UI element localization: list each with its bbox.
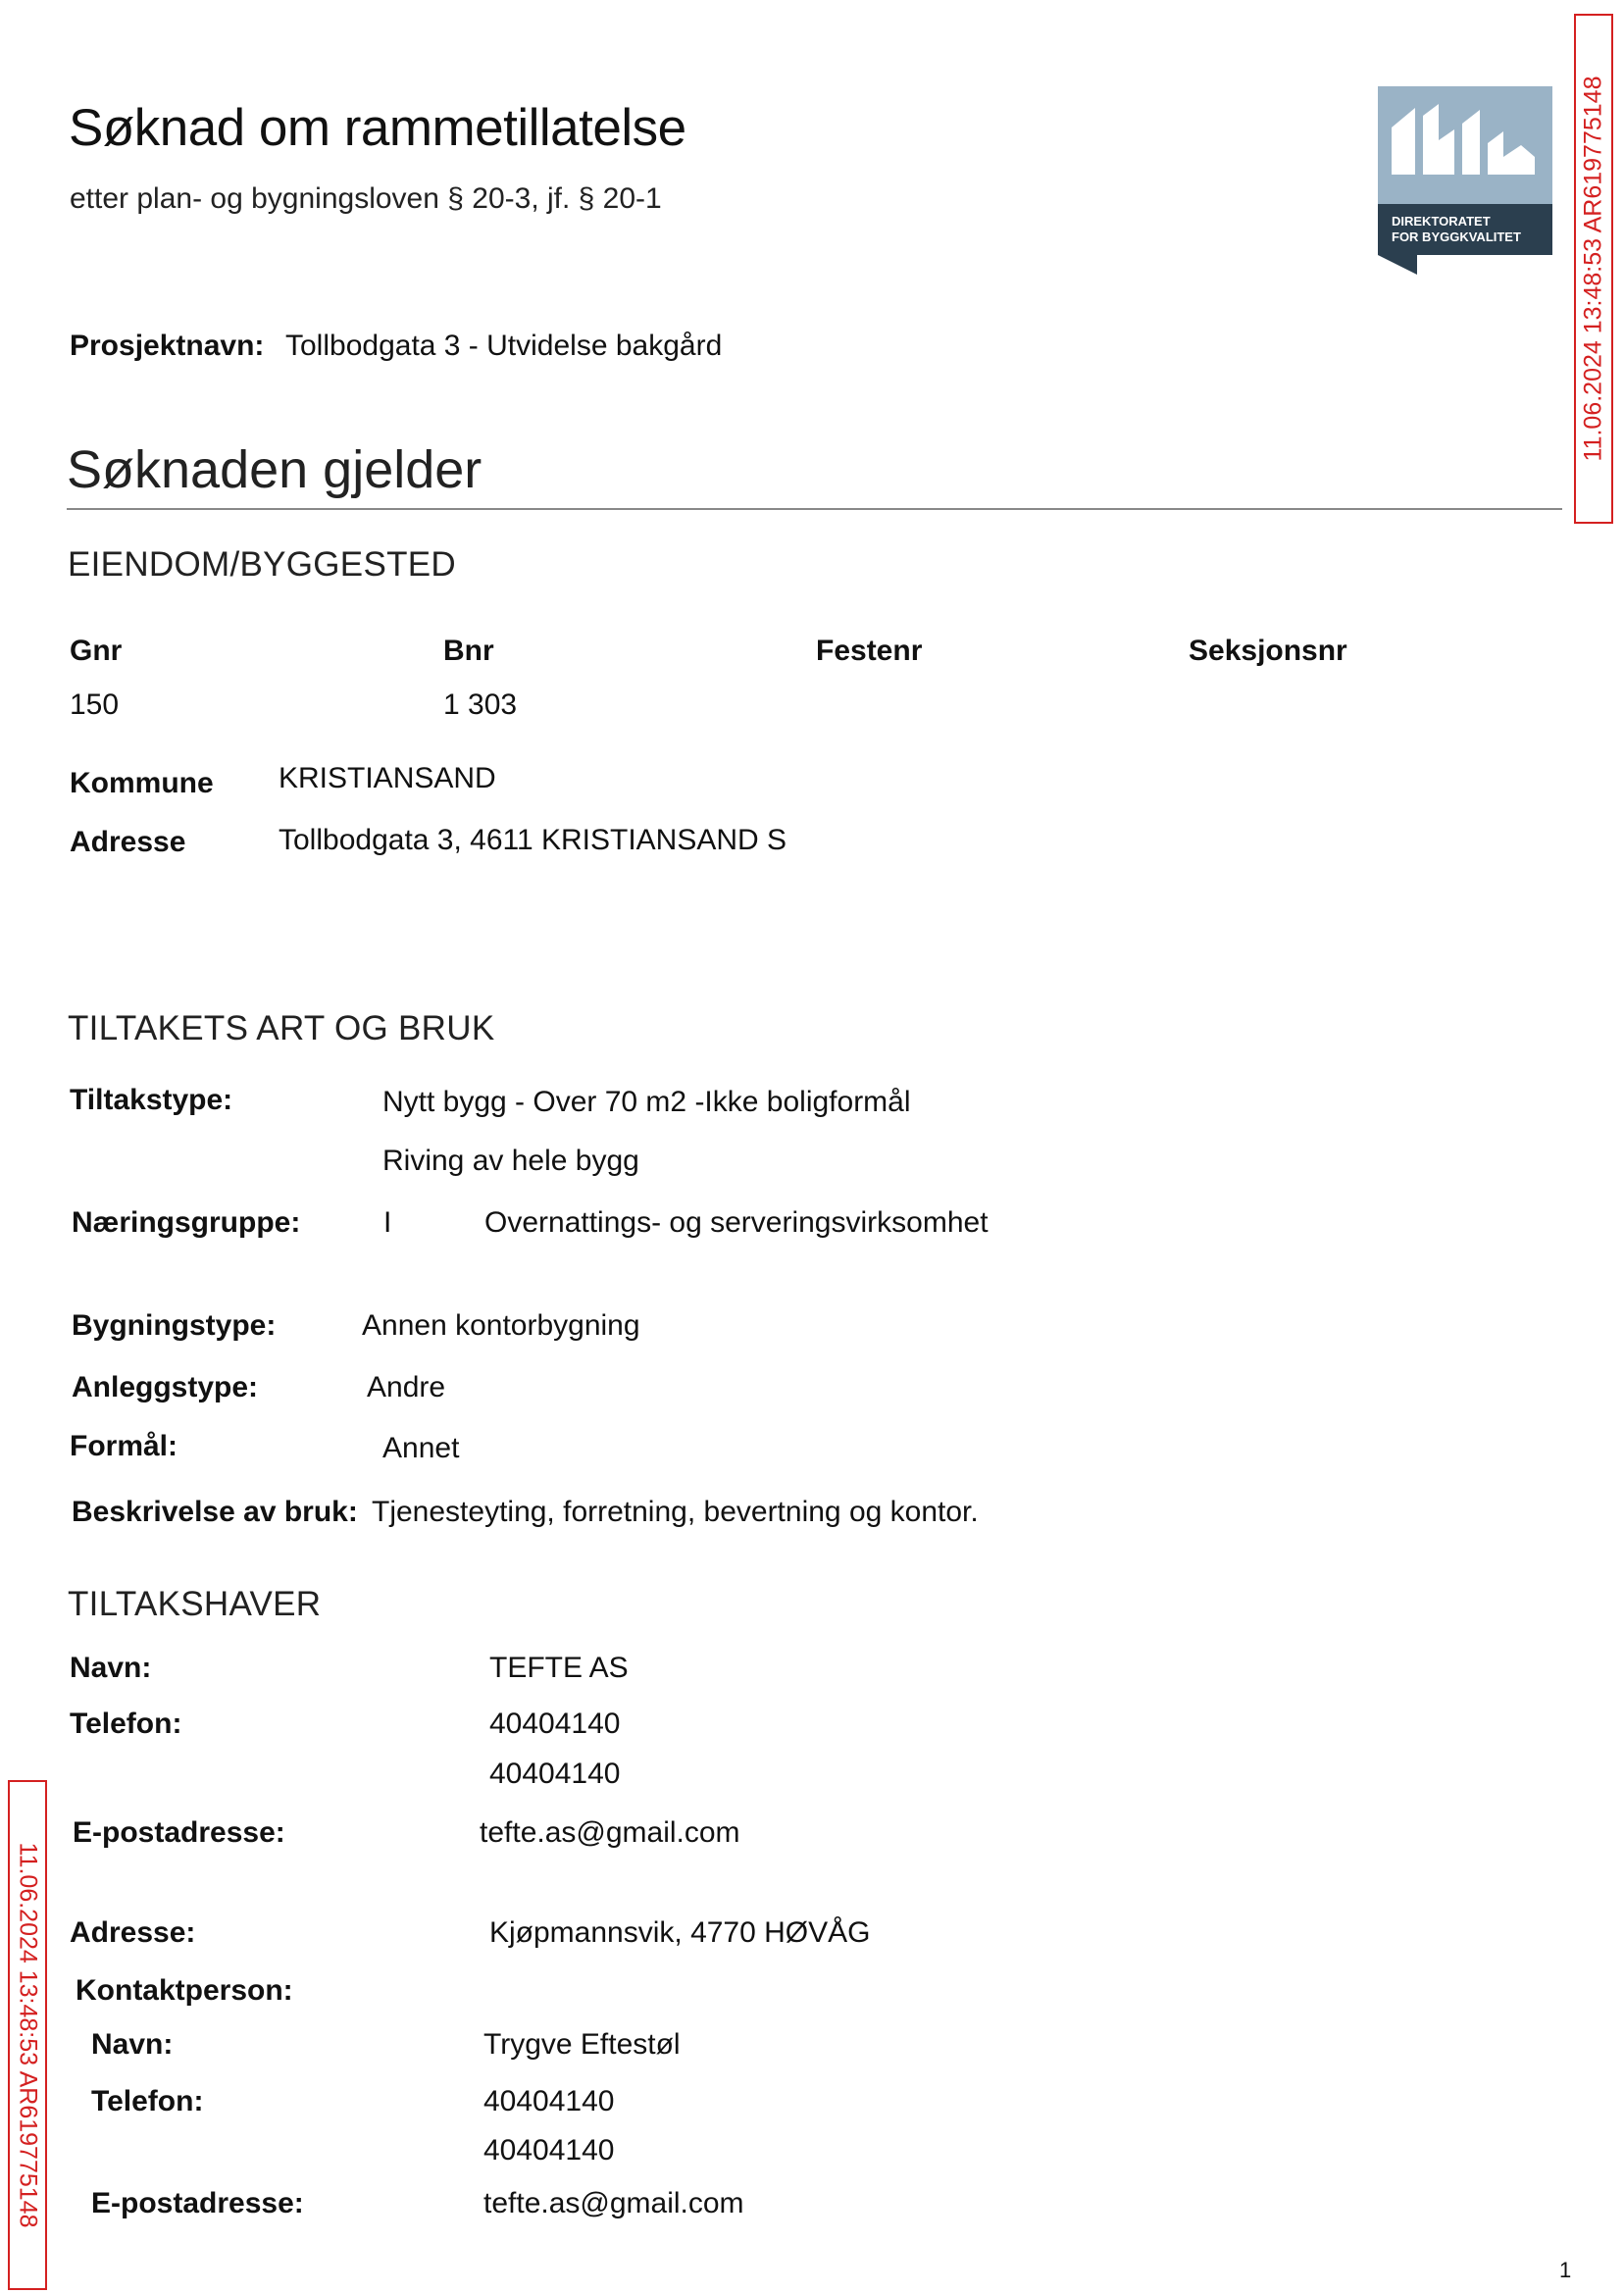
tiltakshaver-epost-value: tefte.as@gmail.com (480, 1816, 740, 1849)
naeringsgruppe-code: I (383, 1206, 392, 1239)
naeringsgruppe-value: Overnattings- og serveringsvirksomhet (484, 1206, 989, 1239)
dibk-logo (1378, 86, 1552, 275)
anleggstype-value: Andre (367, 1371, 446, 1403)
receipt-stamp-top (1574, 14, 1613, 524)
dibk-logo-graphic (1378, 86, 1552, 275)
document-title: Søknad om rammetillatelse (69, 99, 686, 157)
receipt-stamp-text: 11.06.2024 13:48:53 AR619775148 (14, 1842, 42, 2228)
logo-line-1: DIREKTORATET (1392, 214, 1491, 229)
document-subtitle: etter plan- og bygningsloven § 20-3, jf. § 20-1 (70, 182, 662, 215)
bygningstype-value: Annen kontorbygning (362, 1309, 640, 1342)
kontakt-telefon-value-1: 40404140 (483, 2085, 615, 2117)
kontakt-telefon-label: Telefon: (91, 2085, 204, 2117)
festenr-label: Festenr (816, 635, 923, 667)
kontakt-epost-value: tefte.as@gmail.com (483, 2187, 744, 2219)
kontaktperson-label: Kontaktperson: (76, 1974, 293, 2007)
gnr-value: 150 (70, 688, 120, 721)
tiltakshaver-epost-label: E-postadresse: (73, 1816, 285, 1849)
bnr-label: Bnr (443, 635, 494, 667)
section-title: Søknaden gjelder (67, 440, 482, 499)
tiltakshaver-navn-label: Navn: (70, 1652, 152, 1684)
tiltakshaver-telefon-value-2: 40404140 (489, 1758, 621, 1790)
tiltakshaver-telefon-label: Telefon: (70, 1708, 182, 1740)
eiendom-heading: EIENDOM/BYGGESTED (68, 545, 456, 584)
logo-line-2: FOR BYGGKVALITET (1392, 229, 1521, 244)
kontakt-telefon-value-2: 40404140 (483, 2134, 615, 2167)
kontakt-navn-value: Trygve Eftestøl (483, 2028, 681, 2061)
tiltakshaver-telefon-value-1: 40404140 (489, 1708, 621, 1740)
receipt-stamp-text: 11.06.2024 13:48:53 AR619775148 (1579, 76, 1607, 462)
gnr-label: Gnr (70, 635, 123, 667)
tiltakstype-label: Tiltakstype: (70, 1084, 233, 1116)
kommune-value: KRISTIANSAND (279, 762, 496, 794)
tiltak-heading: TILTAKETS ART OG BRUK (68, 1009, 495, 1047)
adresse-value: Tollbodgata 3, 4611 KRISTIANSAND S (279, 824, 787, 856)
section-divider (67, 508, 1562, 510)
beskrivelse-label: Beskrivelse av bruk: (72, 1496, 358, 1528)
page-number: 1 (1559, 2258, 1572, 2282)
bygningstype-label: Bygningstype: (72, 1309, 277, 1342)
tiltakstype-value-2: Riving av hele bygg (382, 1145, 639, 1177)
bnr-value: 1 303 (443, 688, 518, 721)
anleggstype-label: Anleggstype: (72, 1371, 259, 1403)
kommune-label: Kommune (70, 767, 214, 799)
formal-label: Formål: (70, 1430, 178, 1462)
naeringsgruppe-label: Næringsgruppe: (72, 1206, 301, 1239)
tiltakshaver-heading: TILTAKSHAVER (68, 1585, 322, 1623)
tiltakshaver-adresse-label: Adresse: (70, 1916, 196, 1949)
tiltakshaver-navn-value: TEFTE AS (489, 1652, 629, 1684)
seksjonsnr-label: Seksjonsnr (1189, 635, 1347, 667)
kontakt-epost-label: E-postadresse: (91, 2187, 304, 2219)
project-value: Tollbodgata 3 - Utvidelse bakgård (285, 330, 723, 362)
project-label: Prosjektnavn: (70, 330, 265, 362)
beskrivelse-value: Tjenesteyting, forretning, bevertning og kontor. (372, 1496, 979, 1528)
receipt-stamp-bottom (8, 1780, 47, 2290)
formal-value: Annet (382, 1432, 460, 1464)
tiltakshaver-adresse-value: Kjøpmannsvik, 4770 HØVÅG (489, 1916, 871, 1949)
adresse-label: Adresse (70, 826, 186, 858)
kontakt-navn-label: Navn: (91, 2028, 174, 2061)
tiltakstype-value-1: Nytt bygg - Over 70 m2 -Ikke boligformål (382, 1086, 911, 1118)
